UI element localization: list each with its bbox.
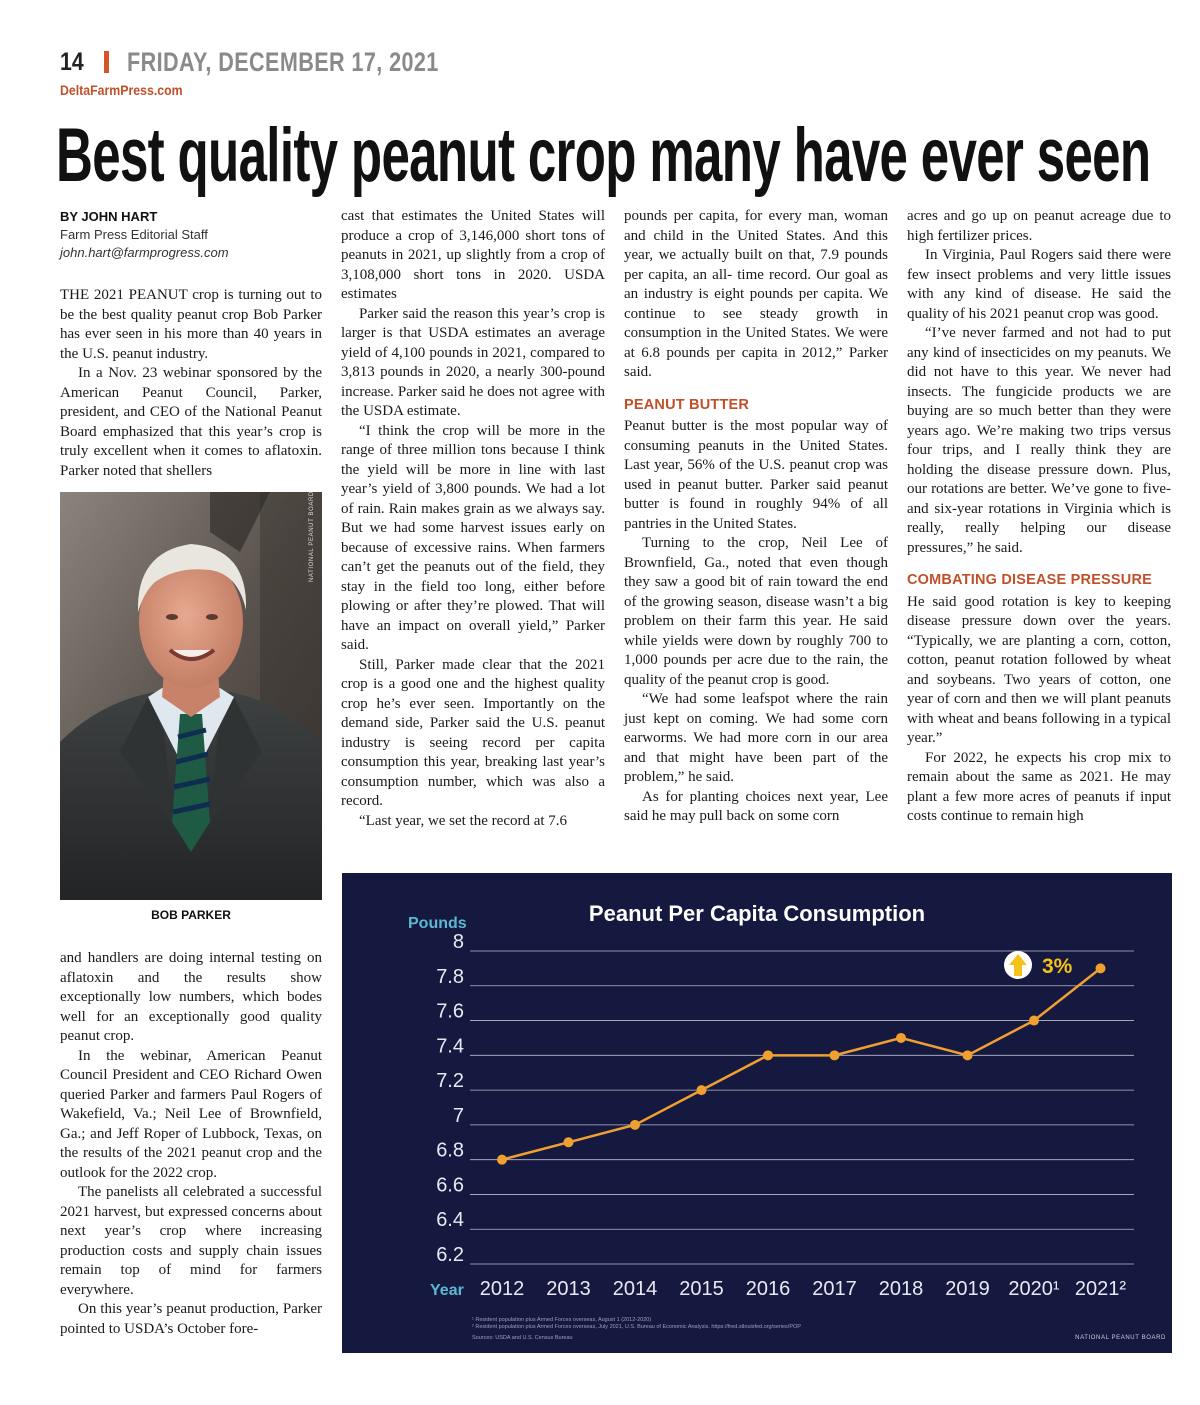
paragraph: “Last year, we set the record at 7.6 xyxy=(359,812,568,829)
page-number: 14 xyxy=(60,47,84,76)
paragraph: In a Nov. 23 webinar sponsored by the American Peanut Council, Parker, president, and CEO of the National Peanut Board emphasized that this year’s crop is truly excellent when it comes to aflatoxin. Parker noted that shellers xyxy=(60,365,322,479)
data-point xyxy=(896,1033,906,1043)
byline xyxy=(60,208,229,262)
data-point xyxy=(564,1137,574,1147)
x-tick-label: 2020¹ xyxy=(1008,1278,1060,1300)
chart-credit: NATIONAL PEANUT BOARD xyxy=(1075,1335,1166,1341)
y-tick-label: 7 xyxy=(452,1104,464,1127)
x-tick-label: 2017 xyxy=(812,1278,857,1300)
chart-sources: Sources: USDA and U.S. Census Bureau xyxy=(472,1335,573,1341)
author-email: john.hart@farmprogress.com xyxy=(60,245,229,260)
paragraph: Peanut butter is the most popular way of consuming peanuts in the United States. Last year, 56% of the U.S. peanut crop was used in peanut butter. Parker said peanut butter is found in roughly 94% of all pantries in the United States. xyxy=(624,418,888,532)
y-tick-label: 6.6 xyxy=(436,1174,464,1197)
paragraph: As for planting choices next year, Lee said he may pull back on some corn xyxy=(624,788,888,824)
data-point xyxy=(1029,1016,1039,1026)
data-point xyxy=(697,1085,707,1095)
article-column-4 xyxy=(907,207,1171,827)
headline: Best quality peanut crop many have ever seen xyxy=(56,113,1151,198)
y-tick-label: 6.2 xyxy=(436,1244,464,1266)
data-point xyxy=(630,1120,640,1130)
paragraph: The panelists all celebrated a successful 2021 harvest, but expressed concerns about next year’s crop where increasing production costs and supply chain issues remain top of mind for farmers everywhere. xyxy=(60,1184,322,1298)
x-tick-label: 2021² xyxy=(1074,1278,1127,1300)
portrait-illustration xyxy=(60,492,322,900)
series-line xyxy=(502,968,1101,1159)
chart-title: Peanut Per Capita Consumption xyxy=(588,901,926,926)
y-tick-label: 7.8 xyxy=(436,965,464,988)
author-name: BY JOHN HART xyxy=(60,209,158,224)
growth-annotation xyxy=(1004,951,1073,979)
y-tick-label: 7.4 xyxy=(436,1035,464,1058)
article-column-2 xyxy=(341,207,605,831)
subhead-combating-disease: COMBATING DISEASE PRESSURE xyxy=(907,572,1153,588)
photo-credit: NATIONAL PEANUT BOARD xyxy=(309,491,315,582)
chart-canvas xyxy=(342,873,1172,1353)
data-point xyxy=(763,1050,773,1060)
data-point xyxy=(1096,963,1106,973)
x-tick-label: 2016 xyxy=(745,1278,791,1300)
photo-caption: BOB PARKER xyxy=(151,908,231,922)
x-tick-label: 2012 xyxy=(479,1278,525,1300)
paragraph: and handlers are doing internal testing on aflatoxin and the results show exceptionally low numbers, which bodes well for an exceptionally good quality peanut crop. xyxy=(60,950,322,1044)
x-tick-label: 2015 xyxy=(679,1278,724,1300)
paragraph: Still, Parker made clear that the 2021 crop is a good one and the highest quality crop he’s ever seen. Importantly on the demand side, Parker said the U.S. peanut industry is seeing record per capita consumption this year, breaking last year’s consumption number, which was also a record. xyxy=(341,656,605,809)
data-point xyxy=(497,1155,507,1165)
x-tick-label: 2019 xyxy=(945,1278,990,1300)
paragraph: In Virginia, Paul Rogers said there were few insect problems and very little issues with any kind of disease. He said the quality of his 2021 peanut crop was good. xyxy=(907,247,1171,322)
site-name: DeltaFarmPress.com xyxy=(60,82,183,98)
paragraph: “We had some leafspot where the rain just kept on coming. We had some corn earworms. We had more corn in our area and that might have been part of the problem,” he said. xyxy=(624,691,888,785)
x-tick-label: 2018 xyxy=(878,1278,924,1300)
author-role: Farm Press Editorial Staff xyxy=(60,227,208,242)
paragraph: “I think the crop will be more in the range of three million tons because I think the yield will be more in line with last year’s yield of 3,800 pounds. We had a lot of rain. Rain makes grain as we always say. But we had some harvest issues early on because of excessive rains. When farmers can’t get the peanuts out of the field, they stay in the field too long, either before plowing or after they’re plowed. That will have an impact on overall yield,” Parker said. xyxy=(341,422,605,653)
y-tick-label: 7.6 xyxy=(436,1000,464,1023)
data-point xyxy=(963,1050,973,1060)
paragraph: Turning to the crop, Neil Lee of Brownfield, Ga., noted that even though they saw a good bit of rain toward the end of the growing season, disease wasn’t a big problem on their farm this year. He said while yields were down by roughly 700 to 1,000 pounds per acre due to the rain, the quality of the peanut crop is good. xyxy=(624,535,888,688)
x-axis-label: Year xyxy=(430,1282,464,1299)
article-column-1-top xyxy=(60,286,322,481)
subhead-peanut-butter: PEANUT BUTTER xyxy=(624,396,750,413)
article-column-3 xyxy=(624,207,888,827)
y-axis-label: Pounds xyxy=(408,915,467,932)
paragraph: For 2022, he expects his crop mix to remain about the same as 2021. He may plant a few more acres of peanuts if input costs continue to remain high xyxy=(907,749,1171,824)
data-point xyxy=(830,1050,840,1060)
paragraph: On this year’s peanut production, Parker pointed to USDA’s October fore- xyxy=(60,1301,322,1337)
paragraph: In the webinar, American Peanut Council President and CEO Richard Owen queried Parker and farmers Paul Rogers of Wakefield, Va.; Neil Lee of Brownfield, Ga.; and Jeff Roper of Lubbock, Texas, on the results of the 2021 peanut crop and the outlook for the 2022 crop. xyxy=(60,1047,322,1181)
article-column-1-bottom xyxy=(60,949,322,1339)
consumption-chart xyxy=(342,873,1172,1353)
footnote-2: ² Resident population plus Armed Forces overseas, July 2021, U.S. Bureau of Economic Analysis. https://fred.stlouisfed.org/series/POP xyxy=(472,1324,801,1330)
footnote-1: ¹ Resident population plus Armed Forces overseas, August 1 (2012-2020) xyxy=(472,1317,652,1323)
y-tick-label: 6.4 xyxy=(436,1209,464,1232)
x-tick-label: 2014 xyxy=(612,1278,658,1300)
page-folio xyxy=(60,46,517,78)
growth-percent: 3% xyxy=(1042,955,1073,978)
paragraph: cast that estimates the United States will produce a crop of 3,146,000 short tons of peanuts in 2021, up slightly from a crop of 3,108,000 short tons in 2020. USDA estimates xyxy=(341,208,605,302)
paragraph: pounds per capita, for every man, woman and child in the United States. And this year, we actually built on that, 7.9 pounds per capita, an all- time record. Our goal as an industry is eight pounds per capita. We continue to see steady growth in consumption in the United States. We were at 6.8 pounds per capita in 2012,” Parker said. xyxy=(624,208,888,380)
paragraph: acres and go up on peanut acreage due to high fertilizer prices. xyxy=(907,208,1171,244)
issue-date: FRIDAY, DECEMBER 17, 2021 xyxy=(127,46,439,77)
portrait-photo xyxy=(60,492,322,900)
y-tick-label: 8 xyxy=(452,931,464,953)
paragraph: He said good rotation is key to keeping disease pressure down over the years. “Typically, we are planting a corn, cotton, cotton, peanut rotation followed by wheat and soybeans. Two years of cotton, one year of corn and then we will plant peanuts with wheat and beans following in a typical year.” xyxy=(907,593,1171,746)
paragraph: THE 2021 PEANUT crop is turning out to be the best quality peanut crop Bob Parker has ever seen in his more than 40 years in the U.S. peanut industry. xyxy=(60,287,322,362)
folio-divider xyxy=(104,51,109,73)
paragraph: Parker said the reason this year’s crop is larger is that USDA estimates an average yield of 4,100 pounds in 2021, compared to 3,813 pounds in 2020, a nearly 300-pound increase. Parker said he does not agree with the USDA estimate. xyxy=(341,305,605,419)
x-tick-label: 2013 xyxy=(546,1278,591,1300)
y-tick-label: 7.2 xyxy=(436,1070,464,1093)
y-tick-label: 6.8 xyxy=(436,1139,464,1162)
paragraph: “I’ve never farmed and not had to put any kind of insecticides on my peanuts. We did not have to this year. We never had insects. The fungicide products we are buying are so much better than they were years ago. We’re making two trips versus four trips, and I really think they are holding the disease pressure down. Plus, our rotations are better. We’ve gone to five- and six-year rotations in Virginia which is really, really helping our disease pressures,” he said. xyxy=(907,325,1171,556)
